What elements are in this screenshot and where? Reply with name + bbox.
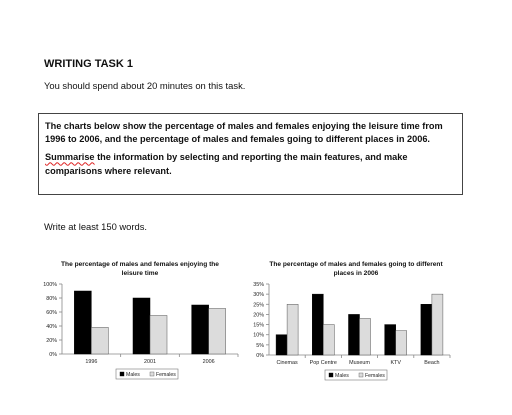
word-count-instruction: Write at least 150 words.	[44, 221, 147, 232]
y-tick-label: 30%	[253, 292, 264, 299]
legend-label-males: Males	[335, 373, 349, 379]
task-instruction-rest: the information by selecting and reporting the main features, and make comparisons where relevant.	[45, 152, 408, 176]
task-instruction	[45, 151, 456, 177]
x-tick-label: Pop Centre	[309, 360, 337, 366]
chart-title: leisure time	[121, 270, 159, 277]
legend-swatch-males	[329, 373, 333, 377]
bar-males	[133, 298, 150, 354]
y-tick-label: 10%	[253, 332, 264, 339]
y-tick-label: 0%	[49, 352, 57, 358]
chart-title: places in 2006	[333, 270, 379, 277]
legend-label-females: Females	[365, 373, 385, 379]
spellcheck-word: Summarise	[45, 152, 95, 163]
x-tick-label: Beach	[424, 360, 440, 366]
bar-males	[385, 325, 396, 355]
y-tick-label: 40%	[46, 324, 57, 330]
x-tick-label: 2001	[144, 359, 156, 365]
chart-title: The percentage of males and females enjoying the	[61, 261, 219, 268]
task-description: The charts below show the percentage of males and females enjoying the leisure time from 1996 to 2006, and the percentage of males and females going to different places in 2006.	[45, 121, 443, 145]
bar-females	[209, 309, 226, 355]
leisure-time-chart	[38, 258, 243, 388]
time-instruction: You should spend about 20 minutes on this task.	[44, 80, 246, 91]
y-tick-label: 20%	[46, 338, 57, 344]
x-tick-label: Cinemas	[276, 360, 298, 366]
legend-label-males: Males	[126, 372, 140, 378]
bar-females	[287, 304, 298, 355]
y-tick-label: 20%	[253, 312, 264, 319]
bar-males	[349, 314, 360, 355]
bar-females	[150, 316, 167, 355]
x-tick-label: Museum	[349, 360, 370, 366]
legend-swatch-females	[150, 372, 154, 376]
x-tick-label: 2006	[202, 359, 215, 365]
y-tick-label: 60%	[46, 310, 57, 316]
bar-males	[192, 305, 209, 354]
y-tick-label: 5%	[256, 342, 264, 349]
x-tick-label: 1996	[85, 359, 98, 365]
y-tick-label: 25%	[253, 302, 264, 309]
bar-males	[74, 291, 91, 354]
y-tick-label: 0%	[256, 353, 264, 359]
x-tick-label: KTV	[390, 360, 401, 366]
task-heading: WRITING TASK 1	[44, 58, 134, 70]
y-tick-label: 35%	[253, 282, 264, 288]
bar-males	[276, 335, 287, 355]
bar-females	[432, 294, 443, 355]
bar-females	[91, 327, 108, 354]
bar-females	[360, 318, 371, 355]
bar-females	[323, 325, 334, 355]
y-tick-label: 100%	[43, 282, 57, 288]
y-tick-label: 80%	[46, 296, 57, 302]
legend-swatch-males	[120, 372, 124, 376]
y-tick-label: 15%	[253, 322, 264, 329]
legend-swatch-females	[359, 373, 363, 377]
bar-females	[396, 331, 407, 355]
task-description-box	[38, 113, 463, 195]
bar-males	[312, 294, 323, 355]
chart-title: The percentage of males and females going to different	[269, 261, 443, 268]
bar-males	[421, 304, 432, 355]
legend-label-females: Females	[156, 372, 176, 378]
places-chart	[253, 258, 463, 388]
